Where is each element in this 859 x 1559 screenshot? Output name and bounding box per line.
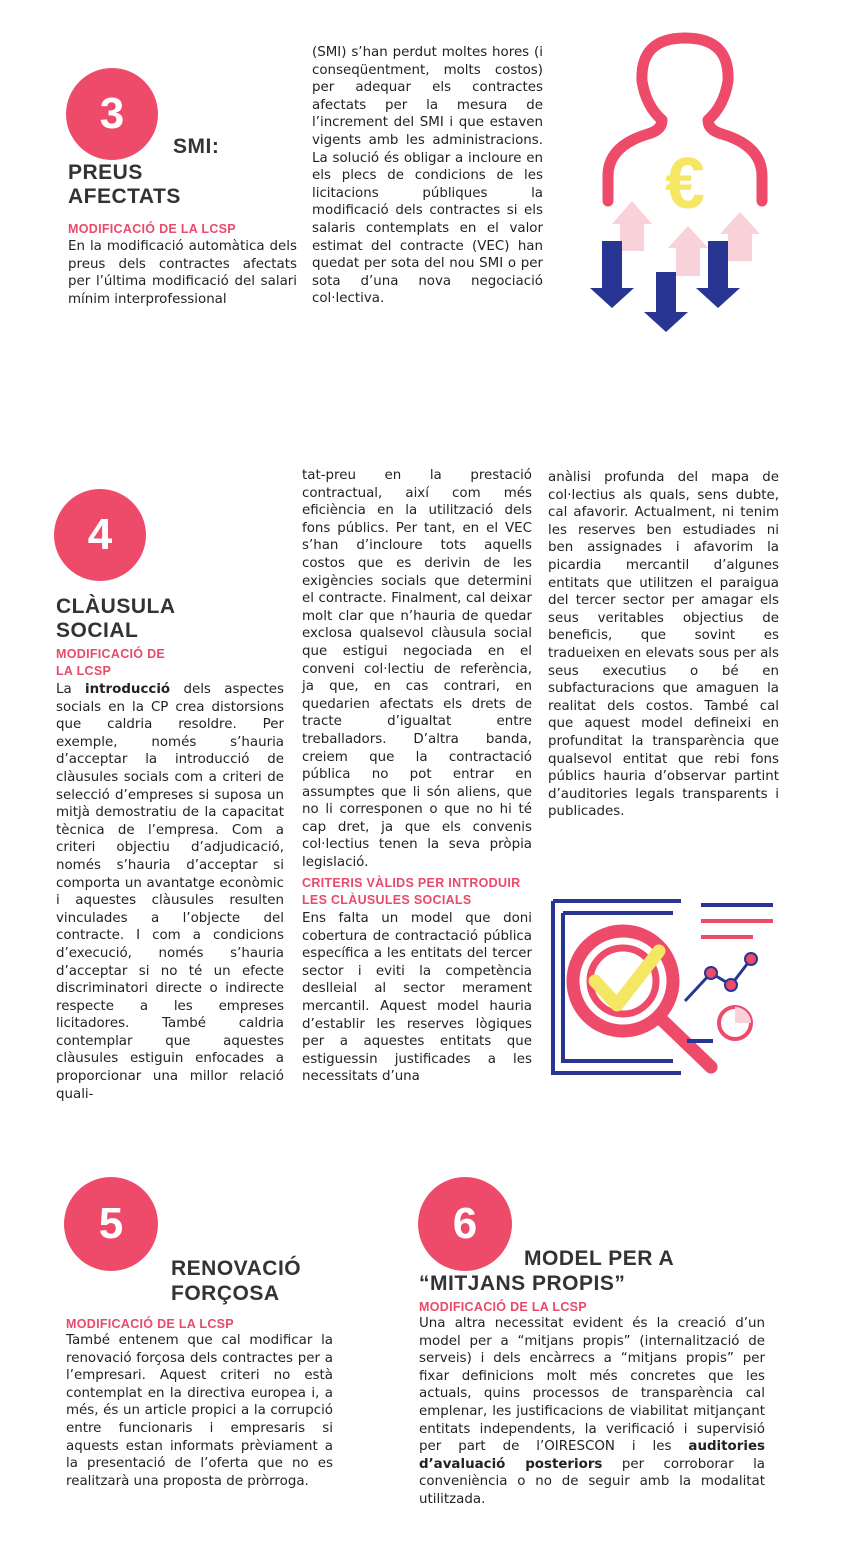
arrow-down-icon bbox=[590, 241, 634, 308]
section-3-title-line2: PREUS bbox=[68, 161, 143, 184]
section-4-text-col1: La introducció dels aspectes socials en la CP crea distorsions que caldria resoldre. Per exemple, només s’hauria d’acceptar la introducció de clàusules socials com a criteri de selecció d’empreses si suposa un mitjà demostratiu de la capacitat tècnica de l’empresa. Com a criteri objectiu d’adjudicació, només s’hauria d’acceptar si comporta un avantatge econòmic i aquestes clàusules resulten vinculades a l’objecte del contracte. I com a condicions d’execució, només s’hauria d’acceptar si no té un efecte discriminatori directe o indirecte respecte a les empreses licitadores. També caldria contemplar que aquestes clàusules estiguin enfocades a proporcionar una millor relació quali- bbox=[56, 682, 284, 1102]
section-4-text-col2: tat-preu en la prestació contractual, així com més eficiència en la utilització dels fons públics. Per tant, en el VEC s’han d’incloure tots aquells costos que es derivin de les exigències socials que determini el contracte. Finalment, cal deixar molt clar que n’hauria de quedar exclosa qualsevol clàusula social que estigui negociada en el conveni col·lectiu de referència, ja que, en cas contrari, en quedarien afectats els drets de tracte d’igualtat entre treballadors. D’altra banda, creiem que la contractació pública no pot entrar en assumptes que li són aliens, que no li corresponen o que no hi té cap dret, ja que els convenis col·lectius tenen la seva pròpia legislació. bbox=[302, 468, 532, 871]
bold-term: introducció bbox=[85, 682, 171, 697]
section-4-subtitle-line2: LA LCSP bbox=[56, 664, 112, 678]
section-5-title-line1: RENOVACIÓ bbox=[171, 1257, 302, 1280]
section-3-subtitle: MODIFICACIÓ DE LA LCSP bbox=[68, 222, 236, 236]
section-6-title-line2: “MITJANS PROPIS” bbox=[419, 1272, 626, 1295]
section-3-number: 3 bbox=[66, 68, 158, 160]
arrow-up-icon bbox=[668, 226, 708, 276]
section-3-text-col1: En la modificació automàtica dels preus dels contractes afectats per l’última modificació del salari mínim interprofessional bbox=[68, 239, 297, 307]
check-analysis-icon bbox=[553, 901, 783, 1076]
bold-term: auditories d’avaluació posteriors bbox=[419, 1439, 765, 1472]
section-5-subtitle: MODIFICACIÓ DE LA LCSP bbox=[66, 1317, 234, 1331]
section-6-title-line1: MODEL PER A bbox=[524, 1247, 675, 1270]
section-6-text: Una altra necessitat evident és la creació d’un model per a “mitjans propis” (internalització de serveis) i dels encàrrecs a “mitjans propis” per fixar definicions molt més concretes que les actuals, quins processos de transparència cal emplenar, les justificacions de viabilitat mitjançant entitats independents, la verificació i supervisió per part de l’OIRESCON i les auditories d’avaluació posteriors per corroborar la conveniència o no de seguir amb la modalitat utilitzada. bbox=[419, 1316, 765, 1507]
section-5-number: 5 bbox=[64, 1177, 158, 1271]
section-6-subtitle: MODIFICACIÓ DE LA LCSP bbox=[419, 1300, 587, 1314]
section-4-text-col2b: Ens falta un model que doni cobertura de contractació pública específica a les entitats del tercer sector i eviti la competència deslleial al sector merament mercantil. Aquest model hauria d’establir les reserves lògiques per a aquestes entitats que estiguessin justificades a les necessitats d’una bbox=[302, 911, 532, 1085]
section-5-text: També entenem que cal modificar la renovació forçosa dels contractes per a l’empresari. Aquest criteri no està contemplat en la directiva europea i, a més, és un article propici a la corrupció entre funcionaris i empresaris si aquests estan informats prèviament a la presentació de l’oferta que no es realitzarà una proposta de pròrroga. bbox=[66, 1333, 333, 1489]
person-price-icon bbox=[590, 36, 780, 336]
line-chart-icon bbox=[685, 959, 751, 1001]
section-4-number: 4 bbox=[54, 489, 146, 581]
euro-icon: € bbox=[664, 144, 706, 224]
section-4-subtitle2-line2: LES CLÀUSULES SOCIALS bbox=[302, 893, 472, 907]
section-4-title-line2: SOCIAL bbox=[56, 619, 139, 642]
section-4-subtitle2-line1: CRITERIS VÀLIDS PER INTRODUIR bbox=[302, 876, 521, 890]
section-4-title-line1: CLÀUSULA bbox=[56, 595, 176, 618]
section-3-title-line1: SMI: bbox=[173, 135, 220, 158]
arrow-down-icon bbox=[644, 272, 688, 332]
section-4-subtitle-line1: MODIFICACIÓ DE bbox=[56, 647, 166, 661]
section-3-title-line3: AFECTATS bbox=[68, 185, 181, 208]
section-6-number: 6 bbox=[418, 1177, 512, 1271]
section-5-title-line2: FORÇOSA bbox=[171, 1282, 280, 1305]
section-3-text-col2: (SMI) s’han perdut moltes hores (i conseqüentment, molts costos) per adequar els contractes afectats per la mesura de l’increment del SMI i que estaven vigents amb les administracions. La solució és obligar a incloure en els plecs de condicions de les licitacions públiques la modificació dels contractes si els salaris contemplats en el valor estimat del contracte (VEC) han quedat per sota del nou SMI o per sota d’una nova negociació col·lectiva. bbox=[312, 45, 543, 307]
section-4-text-col3: anàlisi profunda del mapa de col·lectius als quals, sens dubte, cal afavorir. Actualment, ni tenim les reserves ben estudiades ni ben assignades i afavorim la picardia mercantil d’algunes entitats que utilitzen el paraigua del tercer sector per amagar els seus veritables objectius de beneficis, que sovint es tradueixen en elevats sous per als seus executius o bé en subfacturacions que amaguen la realitat dels costos. També cal que aquest model defineixi en profunditat la transparència que qualsevol entitat que rebi fons públics hauria d’observar partint d’auditories legals transparents i publicades. bbox=[548, 470, 779, 820]
